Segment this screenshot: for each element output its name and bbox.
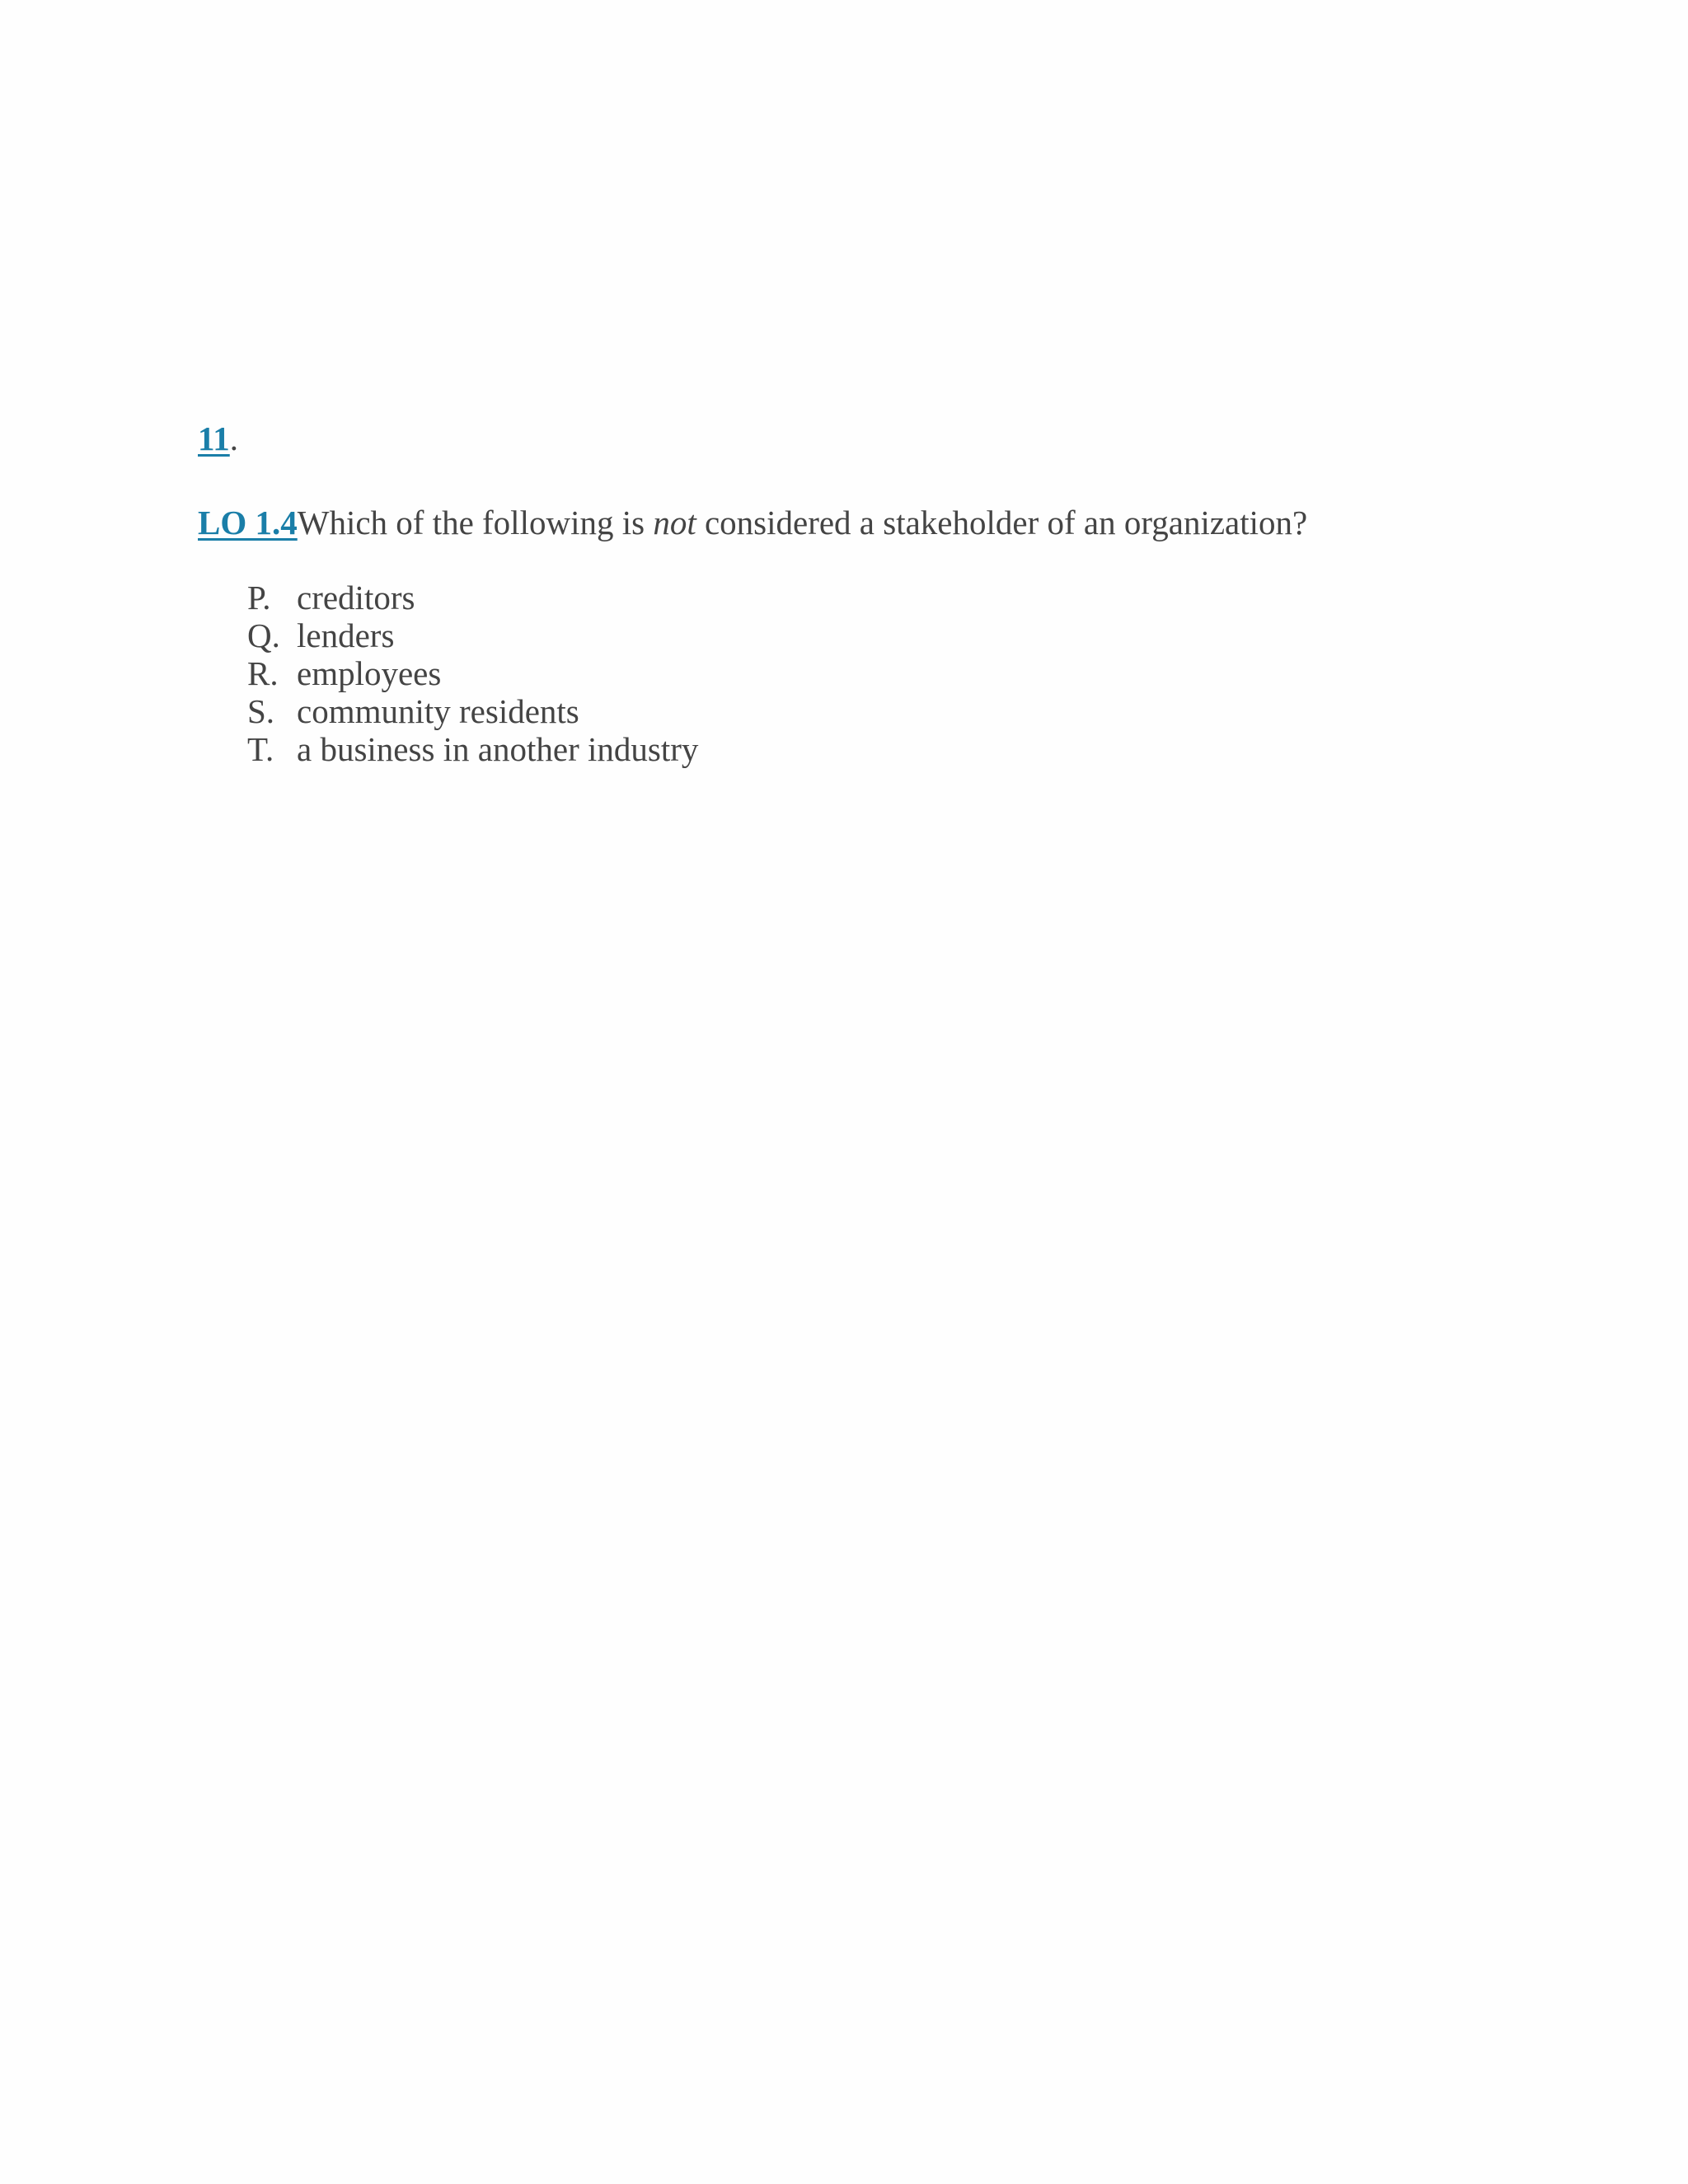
question-number-suffix: . xyxy=(229,419,238,457)
option-letter: R. xyxy=(247,654,279,692)
answer-option xyxy=(247,579,698,616)
option-text: community residents xyxy=(297,692,579,730)
question-stem xyxy=(198,503,1307,542)
option-letter: P. xyxy=(247,579,271,616)
answer-options-list xyxy=(247,579,698,768)
answer-option xyxy=(247,616,698,654)
learning-objective-link[interactable]: LO 1.4 xyxy=(198,504,298,541)
question-number-link[interactable]: 11 xyxy=(198,419,230,457)
answer-option xyxy=(247,730,698,768)
option-letter: Q. xyxy=(247,616,280,654)
answer-option xyxy=(247,654,698,692)
question-number-line xyxy=(198,419,238,458)
option-letter: S. xyxy=(247,692,275,730)
option-text: employees xyxy=(297,654,442,692)
option-text: lenders xyxy=(297,616,395,654)
answer-option xyxy=(247,692,698,730)
option-text: a business in another industry xyxy=(297,730,699,768)
question-text-emphasis: not xyxy=(653,504,696,541)
question-text-after: considered a stakeholder of an organization? xyxy=(696,504,1308,541)
option-letter: T. xyxy=(247,730,274,768)
question-text-before: Which of the following is xyxy=(297,504,654,541)
option-text: creditors xyxy=(297,579,415,616)
